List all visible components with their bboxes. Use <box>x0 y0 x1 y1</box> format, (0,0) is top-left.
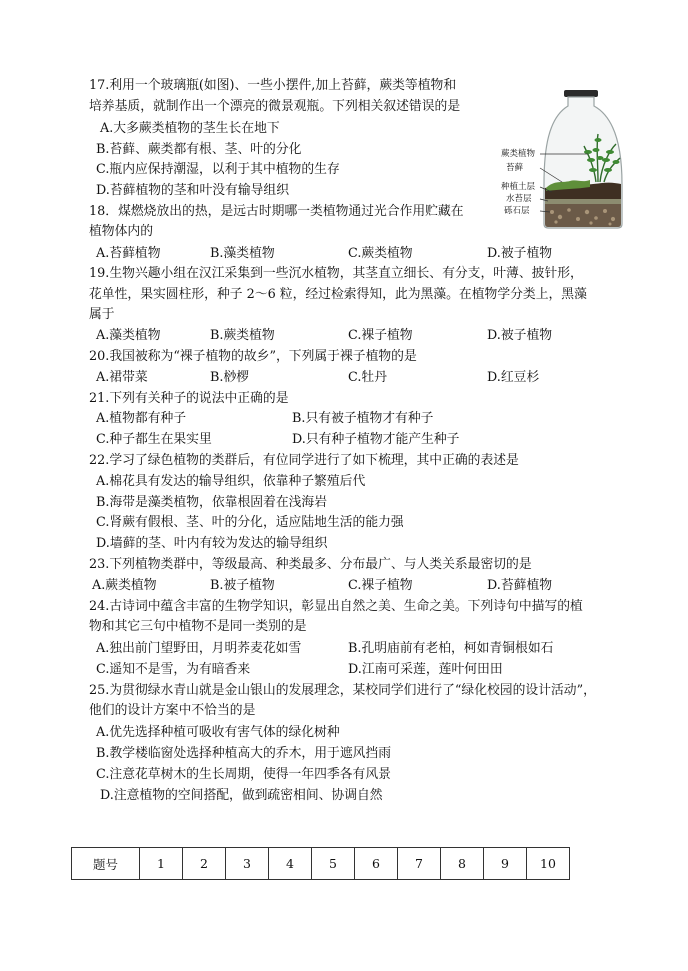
question-17-stem-line-1: 17.利用一个玻璃瓶(如图)、一些小摆件,加上苔藓，蕨类等植物和 <box>89 78 457 93</box>
question-23-stem-line-1: 23.下列植物类群中，等级最高、种类最多、分布最广、与人类关系最密切的是 <box>89 557 532 572</box>
question-21-option-d: D.只有种子植物才能产生种子 <box>292 432 460 447</box>
answer-table-number-5: 5 <box>312 848 355 880</box>
question-18-option-a: A.苔藓植物 <box>96 246 161 261</box>
question-20-stem-line-1: 20.我国被称为“裸子植物的故乡”，下列属于裸子植物的是 <box>89 349 417 364</box>
answer-table-header: 题号 <box>72 848 140 880</box>
answer-table-number-4: 4 <box>269 848 312 880</box>
question-18-option-d: D.被子植物 <box>487 246 553 261</box>
question-19-stem-line-3: 属于 <box>89 307 115 322</box>
question-22-option-b: B.海带是藻类植物，依靠根固着在浅海岩 <box>96 495 328 510</box>
question-17-stem-line-2: 培养基质，就制作出一个漂亮的微景观瓶。下列相关叙述错误的是 <box>89 99 461 114</box>
question-23-option-b: B.被子植物 <box>210 578 275 593</box>
question-17-option-c: C.瓶内应保持潮湿，以利于其中植物的生存 <box>96 162 340 177</box>
question-24-stem-line-2: 物和其它三句中植物不是同一类别的是 <box>89 619 307 634</box>
question-17-option-d: D.苔藓植物的茎和叶没有输导组织 <box>96 183 290 198</box>
answer-table-number-9: 9 <box>484 848 527 880</box>
question-25-option-d: D.注意植物的空间搭配，做到疏密相间、协调自然 <box>100 788 383 803</box>
question-22-option-d: D.墙藓的茎、叶内有较为发达的输导组织 <box>96 536 328 551</box>
question-21-option-a: A.植物都有种子 <box>96 411 187 426</box>
question-25-stem-line-1: 25.为贯彻绿水青山就是金山银山的发展理念，某校同学们进行了“绿化校园的设计活动”， <box>89 683 596 698</box>
answer-table-number-7: 7 <box>398 848 441 880</box>
question-18-stem-line-2: 植物体内的 <box>89 224 153 239</box>
figure-label-soil-layer: 种植土层 <box>501 182 536 192</box>
question-22-option-a: A.棉花具有发达的输导组织，依靠种子繁殖后代 <box>96 474 366 489</box>
question-24-option-b: B.孔明庙前有老柏，柯如青铜根如石 <box>348 641 554 656</box>
question-25-option-b: B.教学楼临窗处选择种植高大的乔木，用于遮风挡雨 <box>96 746 392 761</box>
figure-label-moss-water-layer: 水苔层 <box>506 194 532 204</box>
question-22-option-c: C.肾蕨有假根、茎、叶的分化，适应陆地生活的能力强 <box>96 515 404 530</box>
answer-table-number-2: 2 <box>183 848 226 880</box>
terrarium-figure <box>492 88 624 230</box>
question-20-option-d: D.红豆杉 <box>487 370 540 385</box>
figure-label-gravel-layer: 砾石层 <box>504 206 530 216</box>
answer-table-number-3: 3 <box>226 848 269 880</box>
question-23-option-c: C.裸子植物 <box>348 578 413 593</box>
question-24-option-c: C.遥知不是雪，为有暗香来 <box>96 662 251 677</box>
question-25-stem-line-2: 他们的设计方案中不恰当的是 <box>89 703 256 718</box>
question-21-stem-line-1: 21.下列有关种子的说法中正确的是 <box>89 391 289 406</box>
question-19-option-a: A.藻类植物 <box>96 328 161 343</box>
question-17-option-b: B.苔藓、蕨类都有根、茎、叶的分化 <box>96 142 302 157</box>
question-20-option-a: A.裙带菜 <box>96 370 148 385</box>
figure-label-moss: 苔藓 <box>506 163 524 173</box>
answer-table-row <box>72 848 570 880</box>
question-18-option-c: C.蕨类植物 <box>348 246 413 261</box>
question-18-option-b: B.藻类植物 <box>210 246 275 261</box>
question-24-option-d: D.江南可采莲，莲叶何田田 <box>348 662 503 677</box>
question-19-stem-line-2: 花单性，果实圆柱形，种子 2～6 粒，经过检索得知，此为黑藻。在植物学分类上，黑藻 <box>89 287 587 302</box>
figure-label-ferns: 蕨类植物 <box>501 149 536 159</box>
question-20-option-b: B.桫椤 <box>210 370 250 385</box>
question-25-option-c: C.注意花草树木的生长周期，使得一年四季各有风景 <box>96 767 391 782</box>
question-21-option-b: B.只有被子植物才有种子 <box>292 411 434 426</box>
question-24-option-a: A.独出前门望野田，月明荞麦花如雪 <box>96 641 302 656</box>
answer-table-number-6: 6 <box>355 848 398 880</box>
question-19-option-b: B.蕨类植物 <box>210 328 275 343</box>
question-23-option-a: A.蕨类植物 <box>92 578 157 593</box>
question-22-stem-line-1: 22.学习了绿色植物的类群后，有位同学进行了如下梳理，其中正确的表述是 <box>89 453 519 468</box>
answer-table <box>71 847 570 880</box>
question-20-option-c: C.牡丹 <box>348 370 387 385</box>
question-19-stem-line-1: 19.生物兴趣小组在汉江采集到一些沉水植物，其茎直立细长、有分支，叶薄、披针形， <box>89 266 583 281</box>
question-23-option-d: D.苔藓植物 <box>487 578 553 593</box>
answer-table-number-8: 8 <box>441 848 484 880</box>
question-19-option-c: C.裸子植物 <box>348 328 413 343</box>
question-24-stem-line-1: 24.古诗词中蕴含丰富的生物学知识，彰显出自然之美、生命之美。下列诗句中描写的植 <box>89 599 583 614</box>
question-19-option-d: D.被子植物 <box>487 328 553 343</box>
question-21-option-c: C.种子都生在果实里 <box>96 432 212 447</box>
question-17-option-a: A.大多蕨类植物的茎生长在地下 <box>100 121 280 136</box>
question-25-option-a: A.优先选择种植可吸收有害气体的绿化树种 <box>96 725 340 740</box>
answer-table-number-10: 10 <box>527 848 570 880</box>
answer-table-number-1: 1 <box>140 848 183 880</box>
question-18-stem-line-1: 18．煤燃烧放出的热，是远古时期哪一类植物通过光合作用贮藏在 <box>89 204 464 219</box>
